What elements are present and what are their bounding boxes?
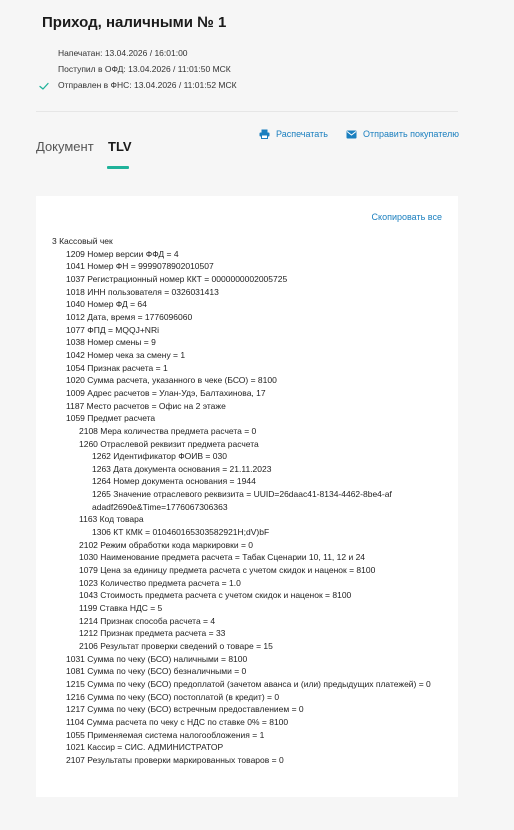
tlv-line: 1012 Дата, время = 1776096060 <box>66 311 193 322</box>
tlv-line: 2106 Результат проверки сведений о товаре = 15 <box>79 641 273 651</box>
tlv-line: 1187 Место расчетов = Офис на 2 этаже <box>66 400 226 411</box>
printer-icon <box>259 129 270 139</box>
tlv-line: 1043 Стоимость предмета расчета с учетом скидок и наценок = 8100 <box>79 590 352 601</box>
tlv-line: 1054 Признак расчета = 1 <box>66 362 168 373</box>
tlv-line: 1037 Регистрационный номер ККТ = 0000000002005725 <box>66 273 288 284</box>
tlv-line: 1040 Номер ФД = 64 <box>66 299 147 310</box>
tlv-line: 1215 Сумма по чеку (БСО) предоплатой (зачетом аванса и (или) предыдущих платежей) = 0 <box>66 678 431 689</box>
tlv-card <box>36 196 458 797</box>
ofd-received-timestamp: Поступил в ОФД: 13.04.2026 / 11:01:50 МСК <box>58 64 231 74</box>
active-tab-indicator <box>107 166 129 169</box>
tlv-line: 1104 Сумма расчета по чеку с НДС по ставке 0% = 8100 <box>66 716 289 727</box>
tlv-line: 1262 Идентификатор ФОИВ = 030 <box>92 451 227 462</box>
tlv-line: 1260 Отраслевой реквизит предмета расчета <box>79 438 259 449</box>
tlv-line: 1059 Предмет расчета <box>66 413 156 424</box>
tlv-line: 2108 Мера количества предмета расчета = 0 <box>79 425 257 436</box>
send-label: Отправить покупателю <box>363 129 459 139</box>
tlv-line: 1079 Цена за единицу предмета расчета с учетом скидок и наценок = 8100 <box>79 565 376 576</box>
tlv-line: 1306 КТ КМК = 010460165303582921H;dV)bF <box>92 527 270 538</box>
tlv-line: 1217 Сумма по чеку (БСО) встречным предоставлением = 0 <box>66 704 304 715</box>
printed-timestamp: Напечатан: 13.04.2026 / 16:01:00 <box>58 48 188 58</box>
copy-all-button[interactable]: Скопировать все <box>371 212 442 222</box>
tlv-content <box>52 235 452 767</box>
tlv-line: 1081 Сумма по чеку (БСО) безналичными = 0 <box>66 666 247 677</box>
envelope-icon <box>346 130 357 139</box>
tlv-line: 1031 Сумма по чеку (БСО) наличными = 8100 <box>66 653 248 664</box>
tlv-line: 1018 ИНН пользователя = 0326031413 <box>66 286 219 297</box>
page-title: Приход, наличными № 1 <box>42 14 227 31</box>
tlv-line: 1263 Дата документа основания = 21.11.2023 <box>92 463 272 474</box>
tlv-line: 1264 Номер документа основания = 1944 <box>92 476 256 487</box>
tlv-line: 1265 Значение отраслевого реквизита = UUID=26daac41-8134-4462-8be4-afadadf2690e&Time=1776067306363 <box>92 489 392 512</box>
tlv-line: 1020 Сумма расчета, указанного в чеке (БСО) = 8100 <box>66 375 277 386</box>
tlv-line: 1163 Код товара <box>79 514 144 525</box>
tlv-line: 1212 Признак предмета расчета = 33 <box>79 628 226 639</box>
print-label: Распечатать <box>276 129 328 139</box>
tlv-line: 1009 Адрес расчетов = Улан-Удэ, Балтахинова, 17 <box>66 387 266 398</box>
send-to-customer-button[interactable] <box>346 129 459 139</box>
tlv-line: 1030 Наименование предмета расчета = Табак Сценарии 10, 11, 12 и 24 <box>79 552 366 563</box>
tlv-line: 1042 Номер чека за смену = 1 <box>66 349 186 360</box>
tlv-line: 1216 Сумма по чеку (БСО) постоплатой (в кредит) = 0 <box>66 691 280 702</box>
tlv-line: 1055 Применяемая система налогообложения = 1 <box>66 729 265 740</box>
tlv-line: 1199 Ставка НДС = 5 <box>79 603 163 614</box>
header-divider <box>36 111 458 112</box>
tlv-line: 2102 Режим обработки кода маркировки = 0 <box>79 539 254 550</box>
tlv-line: 1041 Номер ФН = 9999078902010507 <box>66 261 214 272</box>
check-icon <box>38 80 50 92</box>
tlv-line: 3 Кассовый чек <box>52 236 113 246</box>
tab-tlv[interactable]: TLV <box>108 139 132 154</box>
tlv-line: 1209 Номер версии ФФД = 4 <box>66 248 179 259</box>
tlv-line: 1038 Номер смены = 9 <box>66 337 156 348</box>
tlv-line: 1077 ФПД = MQQJ+NRi <box>66 324 159 335</box>
tab-document[interactable]: Документ <box>36 139 94 154</box>
fns-sent-timestamp: Отправлен в ФНС: 13.04.2026 / 11:01:52 МСК <box>58 80 237 90</box>
print-button[interactable] <box>259 129 328 139</box>
tlv-line: 1021 Кассир = СИС. АДМИНИСТРАТОР <box>66 742 224 753</box>
tlv-line: 1023 Количество предмета расчета = 1.0 <box>79 577 241 588</box>
tlv-line: 1214 Признак способа расчета = 4 <box>79 615 216 626</box>
tlv-line: 2107 Результаты проверки маркированных товаров = 0 <box>66 754 284 765</box>
